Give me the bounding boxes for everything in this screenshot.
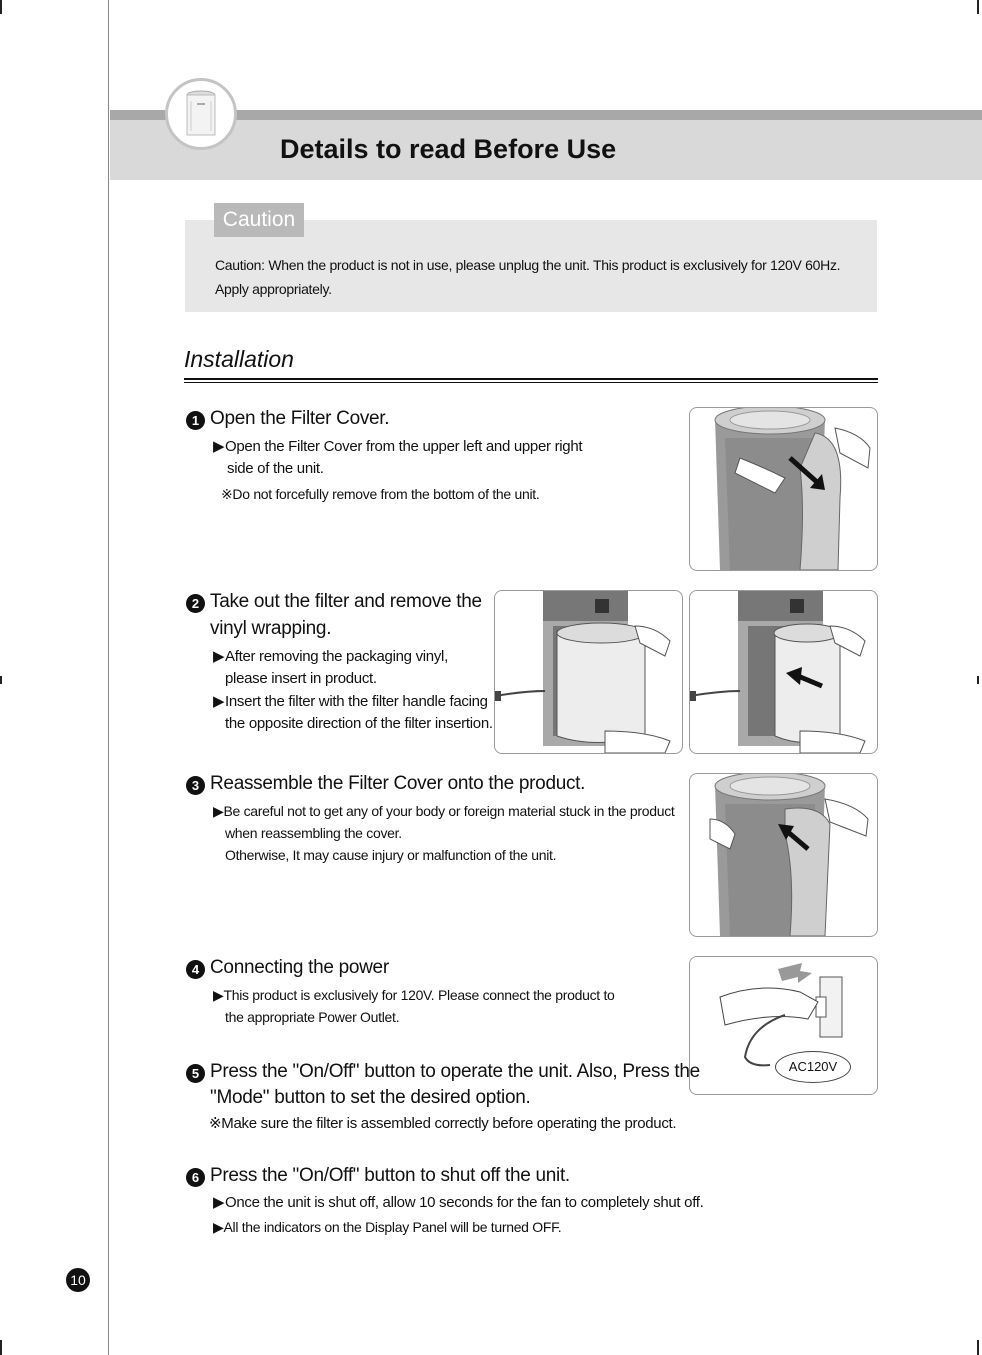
- triangle-right-icon: ▶: [213, 648, 225, 665]
- crop-mark: [977, 1340, 979, 1355]
- step-number: 1: [186, 411, 205, 430]
- section-rule: [184, 382, 878, 383]
- voltage-label: AC120V: [775, 1051, 851, 1083]
- step-bullet: ▶All the indicators on the Display Panel will be turned OFF.: [213, 1219, 562, 1235]
- crop-mark: [977, 0, 979, 14]
- step-number: 2: [186, 594, 205, 613]
- triangle-right-icon: ▶: [213, 693, 225, 710]
- step-number: 6: [186, 1168, 205, 1187]
- crop-mark: [0, 1340, 2, 1355]
- section-title: Installation: [184, 346, 294, 372]
- step-bullet: ▶After removing the packaging vinyl, please insert in product.: [213, 648, 448, 687]
- step-heading: Press the "On/Off" button to shut off the unit.: [210, 1165, 570, 1186]
- illustration-filter-insertion-arrow: [689, 590, 878, 754]
- crop-mark: [0, 676, 2, 684]
- step-heading: Press the "On/Off" button to operate the unit. Also, Press the "Mode" button to set the desired option.: [210, 1061, 700, 1108]
- step-note: ※Make sure the filter is assembled correctly before operating the product.: [209, 1115, 677, 1132]
- page-title: Details to read Before Use: [280, 134, 617, 164]
- step-heading: Reassemble the Filter Cover onto the product.: [210, 773, 586, 794]
- illustration-cover-reassembly: [689, 773, 878, 937]
- step-note: ※Do not forcefully remove from the bottom of the unit.: [221, 486, 540, 502]
- page-margin-line: [108, 0, 109, 1355]
- caution-line: Caution: When the product is not in use, please unplug the unit. This product is exclusively for 120V 60Hz.: [215, 257, 841, 273]
- caution-line: Apply appropriately.: [215, 281, 332, 297]
- step-bullet: ▶This product is exclusively for 120V. Please connect the product to the appropriate Power Outlet.: [213, 987, 615, 1025]
- triangle-right-icon: ▶: [213, 1219, 224, 1235]
- triangle-right-icon: ▶: [213, 438, 225, 455]
- step-number: 4: [186, 960, 205, 979]
- illustration-filter-insertion: [494, 590, 683, 754]
- step-bullet: ▶Once the unit is shut off, allow 10 seconds for the fan to completely shut off.: [213, 1192, 773, 1214]
- caution-text: [215, 253, 865, 301]
- crop-mark: [977, 676, 979, 684]
- page-number: 10: [66, 1268, 90, 1292]
- step-number: 3: [186, 776, 205, 795]
- step-bullet: ▶Open the Filter Cover from the upper left and upper right side of the unit.: [213, 438, 583, 477]
- section-rule: [184, 378, 878, 380]
- caution-tab: Caution: [214, 203, 304, 237]
- step-bullet: ▶Be careful not to get any of your body or foreign material stuck in the product when reassembling the cover. Otherwise, It may cause injury or malfunction of the unit.: [213, 803, 675, 863]
- air-purifier-icon: [168, 81, 234, 147]
- step-bullet: ▶Insert the filter with the filter handle facing the opposite direction of the filter insertion.: [213, 693, 493, 732]
- product-thumbnail: [165, 78, 237, 150]
- step-heading: Connecting the power: [210, 957, 389, 978]
- step-heading: Take out the filter and remove the vinyl wrapping.: [210, 591, 482, 639]
- header-stripe: [110, 110, 982, 120]
- triangle-right-icon: ▶: [213, 987, 224, 1003]
- triangle-right-icon: ▶: [213, 803, 224, 819]
- triangle-right-icon: ▶: [213, 1194, 225, 1211]
- illustration-open-cover: [689, 407, 878, 571]
- step-number: 5: [186, 1064, 205, 1083]
- step-heading: Open the Filter Cover.: [210, 408, 390, 429]
- crop-mark: [0, 0, 2, 14]
